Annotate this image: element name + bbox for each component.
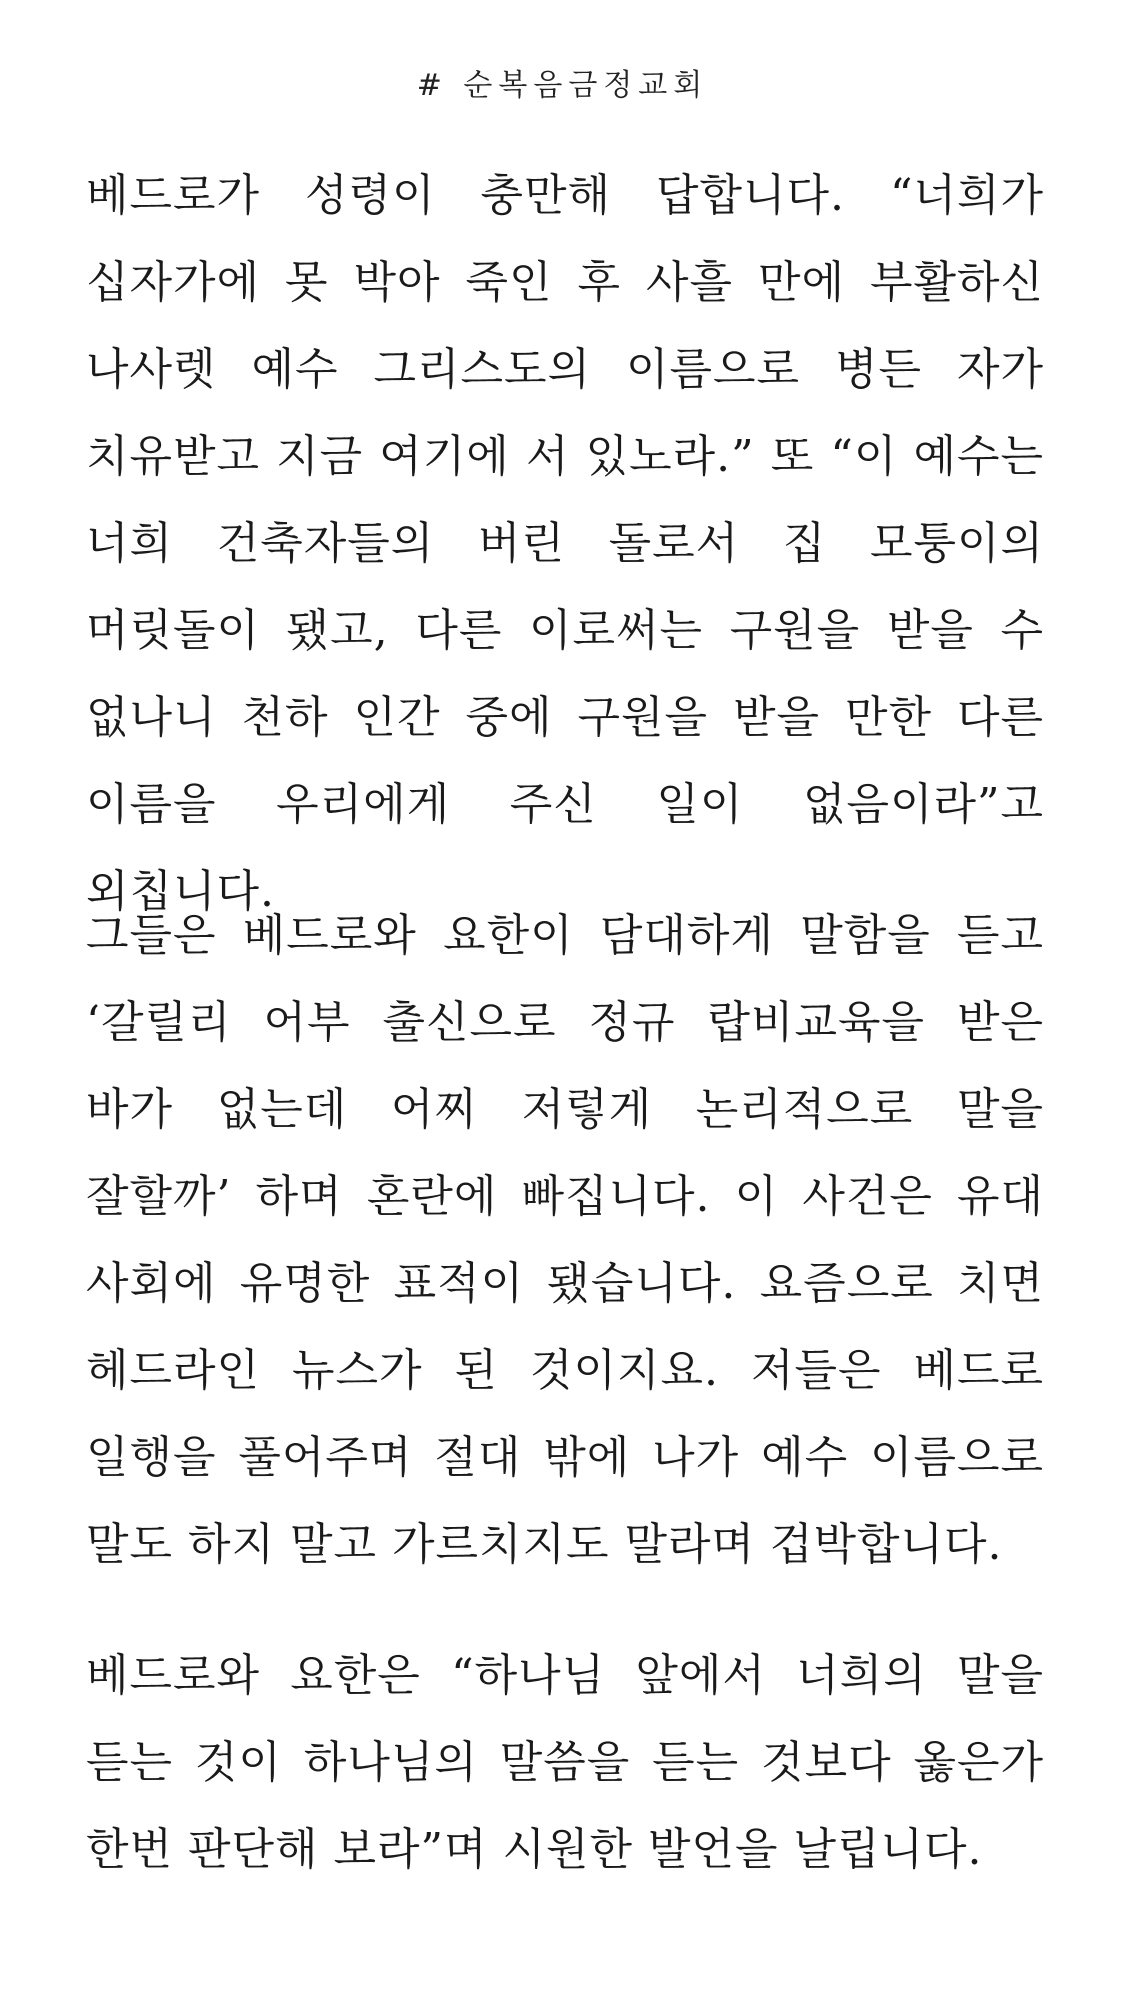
- article-paragraph-2: 그들은 베드로와 요한이 담대하게 말함을 듣고 ‘갈릴리 어부 출신으로 정규 랍비교육을 받은 바가 없는데 어찌 저렇게 논리적으로 말을 잘할까’ 하며 혼란에 빠집니다. 이 사건은 유대 사회에 유명한 표적이 됐습니다. 요즘으로 치면 헤드라인 뉴스가 된 것이지요. 저들은 베드로 일행을 풀어주며 절대 밖에 나가 예수 이름으로 말도 하지 말고 가르치지도 말라며 겁박합니다.: [86, 910, 1044, 1570]
- church-hashtag-header: # 순복음금정교회: [416, 68, 709, 103]
- article-paragraph-3: 베드로와 요한은 “하나님 앞에서 너희의 말을 듣는 것이 하나님의 말씀을 듣는 것보다 옳은가 한번 판단해 보라”며 시원한 발언을 날립니다.: [86, 1650, 1044, 1875]
- article-paragraph-1: 베드로가 성령이 충만해 답합니다. “너희가 십자가에 못 박아 죽인 후 사흘 만에 부활하신 나사렛 예수 그리스도의 이름으로 병든 자가 치유받고 지금 여기에 서 있노라.” 또 “이 예수는 너희 건축자들의 버린 돌로서 집 모퉁이의 머릿돌이 됐고, 다른 이로써는 구원을 받을 수 없나니 천하 인간 중에 구원을 받을 만한 다른 이름을 우리에게 주신 일이 없음이라”고 외칩니다.: [86, 170, 1044, 917]
